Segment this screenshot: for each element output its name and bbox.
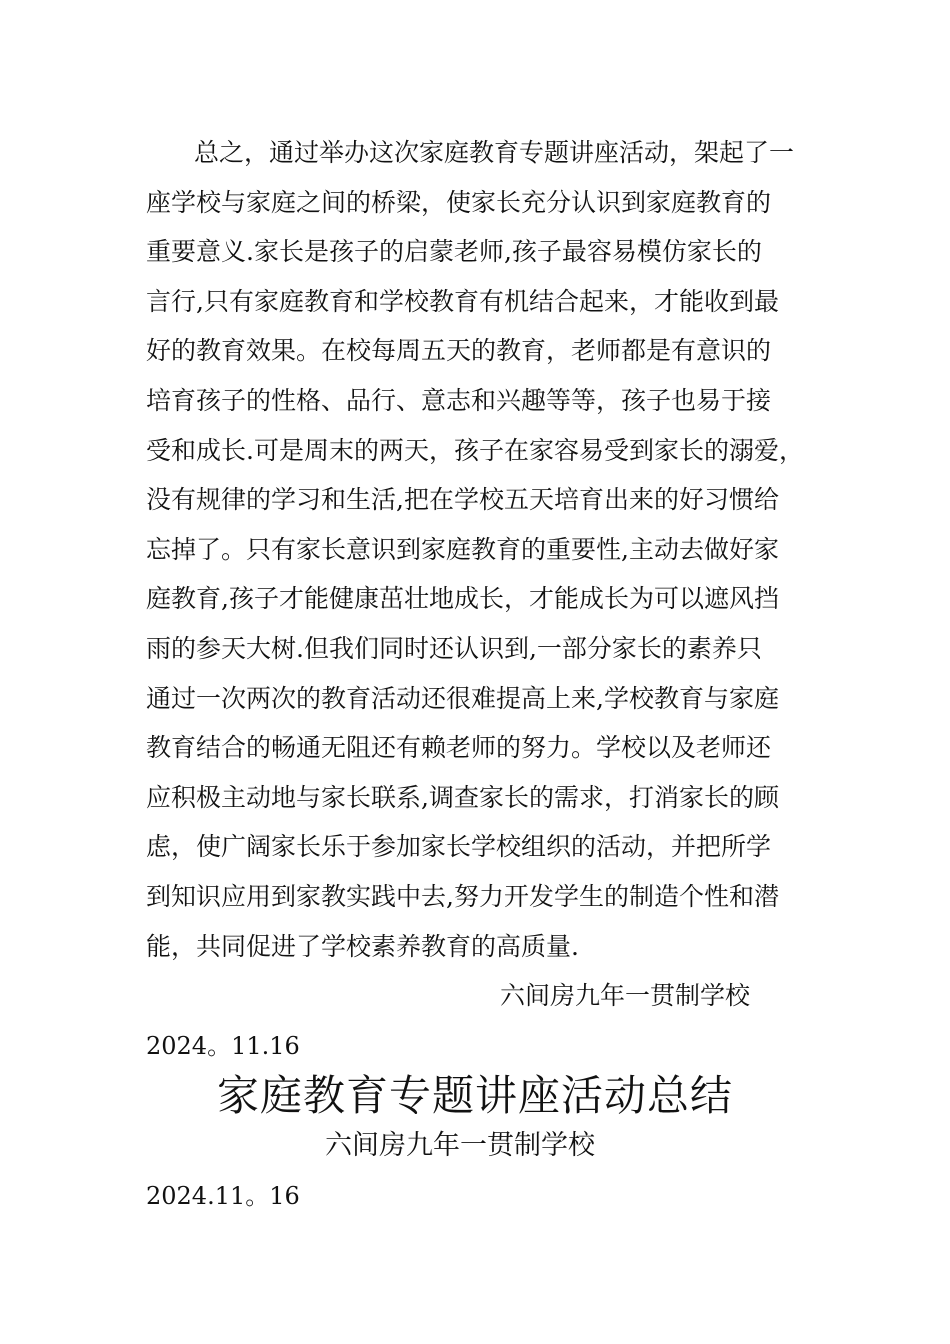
- paragraph-line: 言行,只有家庭教育和学校教育有机结合起来，才能收到最: [146, 286, 779, 316]
- paragraph-line: 忘掉了。只有家长意识到家庭教育的重要性,主动去做好家: [146, 534, 779, 564]
- paragraph-line: 座学校与家庭之间的桥梁，使家长充分认识到家庭教育的: [146, 187, 772, 217]
- paragraph-line: 庭教育,孩子才能健康茁壮地成长，才能成长为可以遮风挡: [146, 584, 779, 614]
- paragraph-line: 通过一次两次的教育活动还很难提高上来,学校教育与家庭: [146, 683, 779, 713]
- paragraph-line: 能，共同促进了学校素养教育的高质量.: [146, 931, 579, 961]
- paragraph-line: 重要意义.家长是孩子的启蒙老师,孩子最容易模仿家长的: [146, 237, 762, 267]
- paragraph-line: 教育结合的畅通无阻还有赖老师的努力。学校以及老师还: [146, 733, 772, 763]
- paragraph-line: 应积极主动地与家长联系,调查家长的需求，打消家长的顾: [146, 782, 779, 812]
- document-date: 2024.11。16: [146, 1182, 300, 1210]
- paragraph-line: 虑，使广阔家长乐于参加家长学校组织的活动，并把所学: [146, 832, 772, 862]
- document-title: 家庭教育专题讲座活动总结: [216, 1071, 733, 1120]
- paragraph-line: 雨的参天大树.但我们同时还认识到,一部分家长的素养只: [146, 633, 762, 663]
- paragraph-line: 到知识应用到家教实践中去,努力开发学生的制造个性和潜: [146, 881, 779, 911]
- paragraph-line: 总之，通过举办这次家庭教育专题讲座活动，架起了一: [194, 138, 795, 167]
- paragraph-line: 受和成长.可是周末的两天，孩子在家容易受到家长的溺爱，: [146, 435, 804, 465]
- signature-date: 2024。11.16: [146, 1032, 300, 1060]
- paragraph-line: 没有规律的学习和生活,把在学校五天培育出来的好习惯给: [146, 485, 779, 515]
- document-subtitle: 六间房九年一贯制学校: [325, 1130, 595, 1161]
- paragraph-line: 好的教育效果。在校每周五天的教育，老师都是有意识的: [146, 336, 772, 366]
- summary-paragraph: [146, 128, 826, 971]
- school-signature: 六间房九年一贯制学校: [500, 981, 751, 1010]
- paragraph-line: 培育孩子的性格、品行、意志和兴趣等等，孩子也易于接: [146, 385, 772, 415]
